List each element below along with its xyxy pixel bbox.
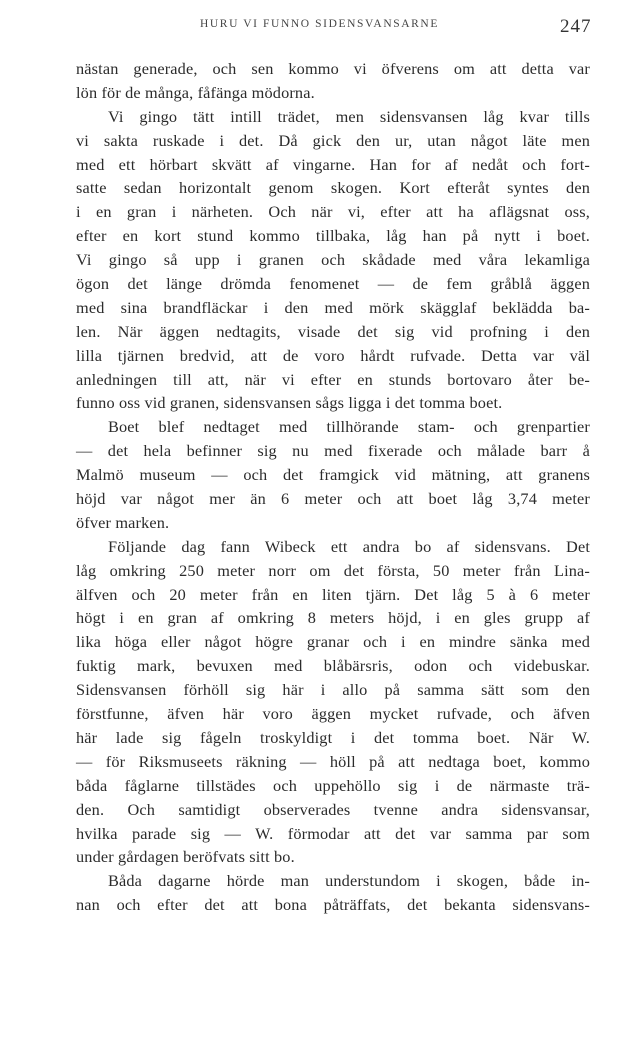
text-line: satte sedan horizontalt genom skogen. Kort efteråt syntes den bbox=[76, 178, 590, 198]
text-line: Följande dag fann Wibeck ett andra bo af sidensvans. Det bbox=[108, 536, 590, 556]
running-header bbox=[0, 16, 632, 42]
text-line: Boet blef nedtaget med tillhörande stam- och grenpartier bbox=[108, 417, 590, 437]
text-line: Vi gingo tätt intill trädet, men sidensvansen låg kvar tills bbox=[108, 106, 590, 126]
text-line: älfven och 20 meter från en liten tjärn. Det låg 5 à 6 meter bbox=[76, 584, 590, 604]
text-line: lön för de många, fåfänga mödorna. bbox=[76, 82, 315, 102]
text-line: Sidensvansen förhöll sig här i allo på samma sätt som den bbox=[76, 680, 590, 700]
text-line: i en gran i närheten. Och när vi, efter att ha aflägsnat oss, bbox=[76, 202, 590, 222]
text-line: båda fåglarne tillstädes och uppehöllo sig i de närmaste trä- bbox=[76, 775, 590, 795]
text-line: den. Och samtidigt observerades tvenne andra sidensvansar, bbox=[76, 799, 590, 819]
text-line: Malmö museum — och det framgick vid mätning, att granens bbox=[76, 465, 590, 485]
text-line: med ett hörbart skvätt af vingarne. Han for af nedåt och fort- bbox=[76, 154, 590, 174]
text-line: ögon det länge drömda fenomenet — de fem gråblå äggen bbox=[76, 274, 590, 294]
text-line: anledningen till att, när vi efter en stunds bortovaro åter be- bbox=[76, 369, 590, 389]
text-line: — för Riksmuseets räkning — höll på att nedtaga boet, kommo bbox=[76, 751, 590, 771]
text-line: lika höga eller något högre granar och i en mindre sänka med bbox=[76, 632, 590, 652]
running-title: HURU VI FUNNO SIDENSVANSARNE bbox=[200, 18, 439, 30]
text-line: funno oss vid granen, sidensvansen sågs ligga i det tomma boet. bbox=[76, 393, 503, 413]
body-text bbox=[76, 57, 590, 917]
page-number: 247 bbox=[560, 16, 592, 37]
text-line: hvilka parade sig — W. förmodar att det var samma par som bbox=[76, 823, 590, 843]
text-line: höjd var något mer än 6 meter och att boet låg 3,74 meter bbox=[76, 489, 590, 509]
text-line: förstfunne, äfven här voro äggen mycket rufvade, och äfven bbox=[76, 704, 590, 724]
text-line: här lade sig fågeln troskyldigt i det tomma boet. När W. bbox=[76, 727, 590, 747]
text-line: Båda dagarne hörde man understundom i skogen, både in- bbox=[108, 871, 590, 891]
text-line: låg omkring 250 meter norr om det första, 50 meter från Lina- bbox=[76, 560, 590, 580]
text-line: fuktig mark, bevuxen med blåbärsris, odon och videbuskar. bbox=[76, 656, 590, 676]
text-line: vi sakta ruskade i det. Då gick den ur, utan något läte men bbox=[76, 130, 590, 150]
text-line: under gårdagen beröfvats sitt bo. bbox=[76, 847, 295, 867]
text-line: öfver marken. bbox=[76, 512, 170, 532]
text-line: nan och efter det att bona påträffats, det bekanta sidensvans- bbox=[76, 895, 590, 915]
text-line: len. När äggen nedtagits, visade det sig vid profning i den bbox=[76, 321, 590, 341]
text-line: lilla tjärnen bredvid, att de voro hårdt rufvade. Detta var väl bbox=[76, 345, 590, 365]
text-line: Vi gingo så upp i granen och skådade med våra lekamliga bbox=[76, 250, 590, 270]
text-line: efter en kort stund kommo tillbaka, låg han på nytt i boet. bbox=[76, 226, 590, 246]
text-line: med sina brandfläckar i den med mörk skägglaf beklädda ba- bbox=[76, 297, 590, 317]
text-line: högt i en gran af omkring 8 meters höjd, i en gles grupp af bbox=[76, 608, 590, 628]
text-line: nästan generade, och sen kommo vi öfverens om att detta var bbox=[76, 59, 590, 78]
text-line: — det hela befinner sig nu med fixerade och målade barr å bbox=[76, 441, 590, 461]
